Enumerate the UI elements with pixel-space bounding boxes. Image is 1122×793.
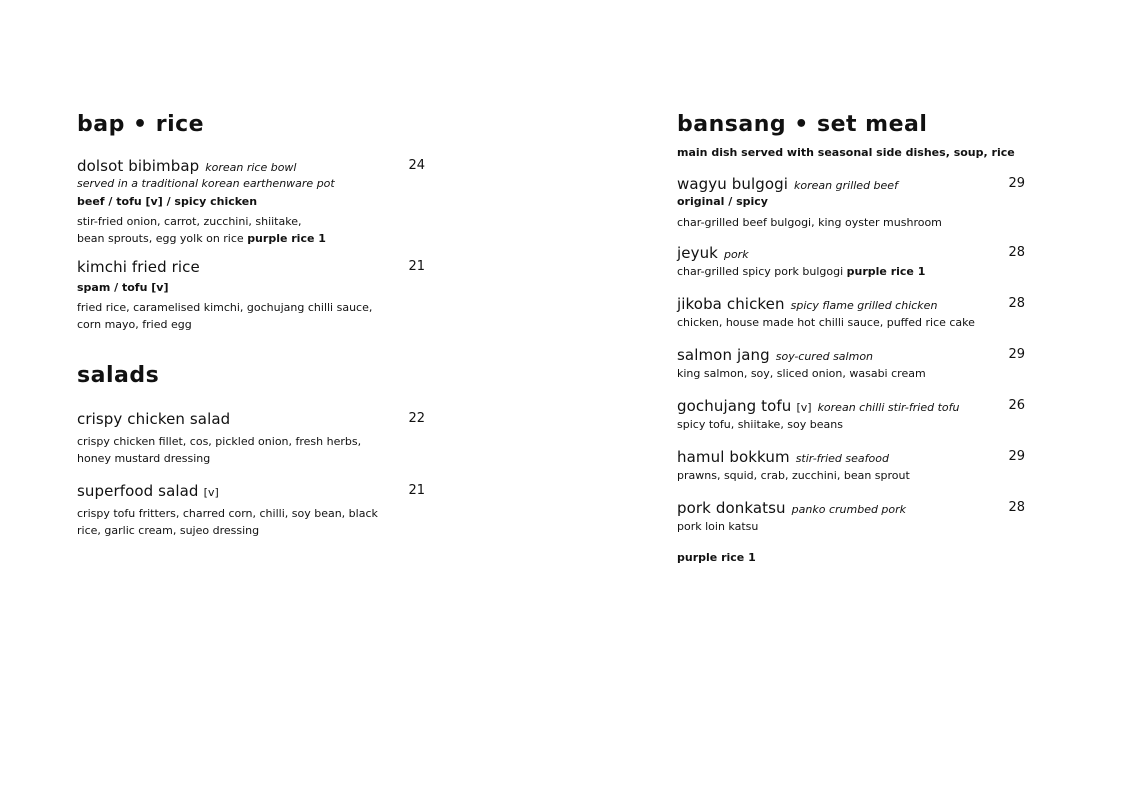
section-subtitle: main dish served with seasonal side dishes, soup, rice <box>677 146 1015 159</box>
item-options: beef / tofu [v] / spicy chicken <box>77 195 258 208</box>
item-subtitle: spicy flame grilled chicken <box>790 299 938 312</box>
item-subtitle: korean grilled beef <box>794 179 898 192</box>
item-options: spam / tofu [v] <box>77 281 169 294</box>
menu-item-hamul-bokkum <box>677 447 1025 484</box>
left-column <box>77 112 425 539</box>
section-title-bansang: bansang • set meal <box>677 112 928 137</box>
item-extra: purple rice 1 <box>247 232 326 245</box>
footer-note: purple rice 1 <box>677 551 756 564</box>
item-price: 21 <box>408 483 425 498</box>
item-extra: purple rice 1 <box>846 265 926 278</box>
item-description: prawns, squid, crab, zucchini, bean sprout <box>677 469 910 482</box>
item-price: 29 <box>1008 347 1025 362</box>
item-price: 24 <box>408 158 425 173</box>
right-column <box>677 112 1025 564</box>
item-description: fried rice, caramelised kimchi, gochujang chilli sauce, corn mayo, fried egg <box>77 301 373 331</box>
item-name: dolsot bibimbap <box>77 157 200 175</box>
section-title-bap-rice: bap • rice <box>77 112 205 137</box>
item-description: char-grilled beef bulgogi, king oyster mushroom <box>677 216 942 229</box>
item-name: gochujang tofu <box>677 397 792 415</box>
item-price: 21 <box>408 259 425 274</box>
item-description: crispy chicken fillet, cos, pickled onion, fresh herbs, honey mustard dressing <box>77 435 362 465</box>
item-subtitle: soy-cured salmon <box>775 350 874 363</box>
vegetarian-tag: [v] <box>796 401 812 414</box>
item-subtitle: korean chilli stir-fried tofu <box>817 401 960 414</box>
item-price: 29 <box>1008 176 1025 191</box>
item-name: jeyuk <box>677 244 718 262</box>
item-name: hamul bokkum <box>677 448 790 466</box>
item-description: char-grilled spicy pork bulgogi purple rice 1 <box>677 265 926 278</box>
item-subtitle: pork <box>723 248 749 261</box>
item-price: 28 <box>1008 500 1025 515</box>
item-name: crispy chicken salad <box>77 410 231 428</box>
menu-item-dolsot-bibimbap <box>77 156 425 247</box>
item-description: pork loin katsu <box>677 520 759 533</box>
item-subtitle: panko crumbed pork <box>791 503 907 516</box>
item-note: served in a traditional korean earthenware pot <box>77 177 335 190</box>
item-description: stir-fried onion, carrot, zucchini, shiitake, bean sprouts, egg yolk on rice purple rice 1 <box>77 215 326 245</box>
item-description: chicken, house made hot chilli sauce, puffed rice cake <box>677 316 975 329</box>
menu-item-gochujang-tofu <box>677 396 1025 433</box>
section-title-salads: salads <box>77 363 160 388</box>
vegetarian-tag: [v] <box>203 486 219 499</box>
menu-item-crispy-chicken-salad <box>77 409 425 467</box>
item-subtitle: stir-fried seafood <box>795 452 889 465</box>
item-price: 28 <box>1008 296 1025 311</box>
menu-item-pork-donkatsu <box>677 498 1025 535</box>
item-price: 28 <box>1008 245 1025 260</box>
item-name: pork donkatsu <box>677 499 786 517</box>
item-options: original / spicy <box>677 195 768 208</box>
item-name: wagyu bulgogi <box>677 175 789 193</box>
item-name: kimchi fried rice <box>77 258 200 276</box>
menu-item-salmon-jang <box>677 345 1025 382</box>
item-price: 29 <box>1008 449 1025 464</box>
item-description: spicy tofu, shiitake, soy beans <box>677 418 843 431</box>
menu-item-kimchi-fried-rice <box>77 257 425 333</box>
menu-item-superfood-salad <box>77 481 425 539</box>
item-name: salmon jang <box>677 346 770 364</box>
menu-item-jeyuk <box>677 243 1025 280</box>
menu-item-wagyu-bulgogi <box>677 174 1025 231</box>
item-subtitle: korean rice bowl <box>205 161 297 174</box>
item-description: king salmon, soy, sliced onion, wasabi cream <box>677 367 926 380</box>
menu-item-jikoba-chicken <box>677 294 1025 331</box>
item-name: jikoba chicken <box>677 295 785 313</box>
item-description: crispy tofu fritters, charred corn, chilli, soy bean, black rice, garlic cream, sujeo dressing <box>77 507 378 537</box>
item-name: superfood salad <box>77 482 199 500</box>
item-price: 22 <box>408 411 425 426</box>
item-price: 26 <box>1008 398 1025 413</box>
